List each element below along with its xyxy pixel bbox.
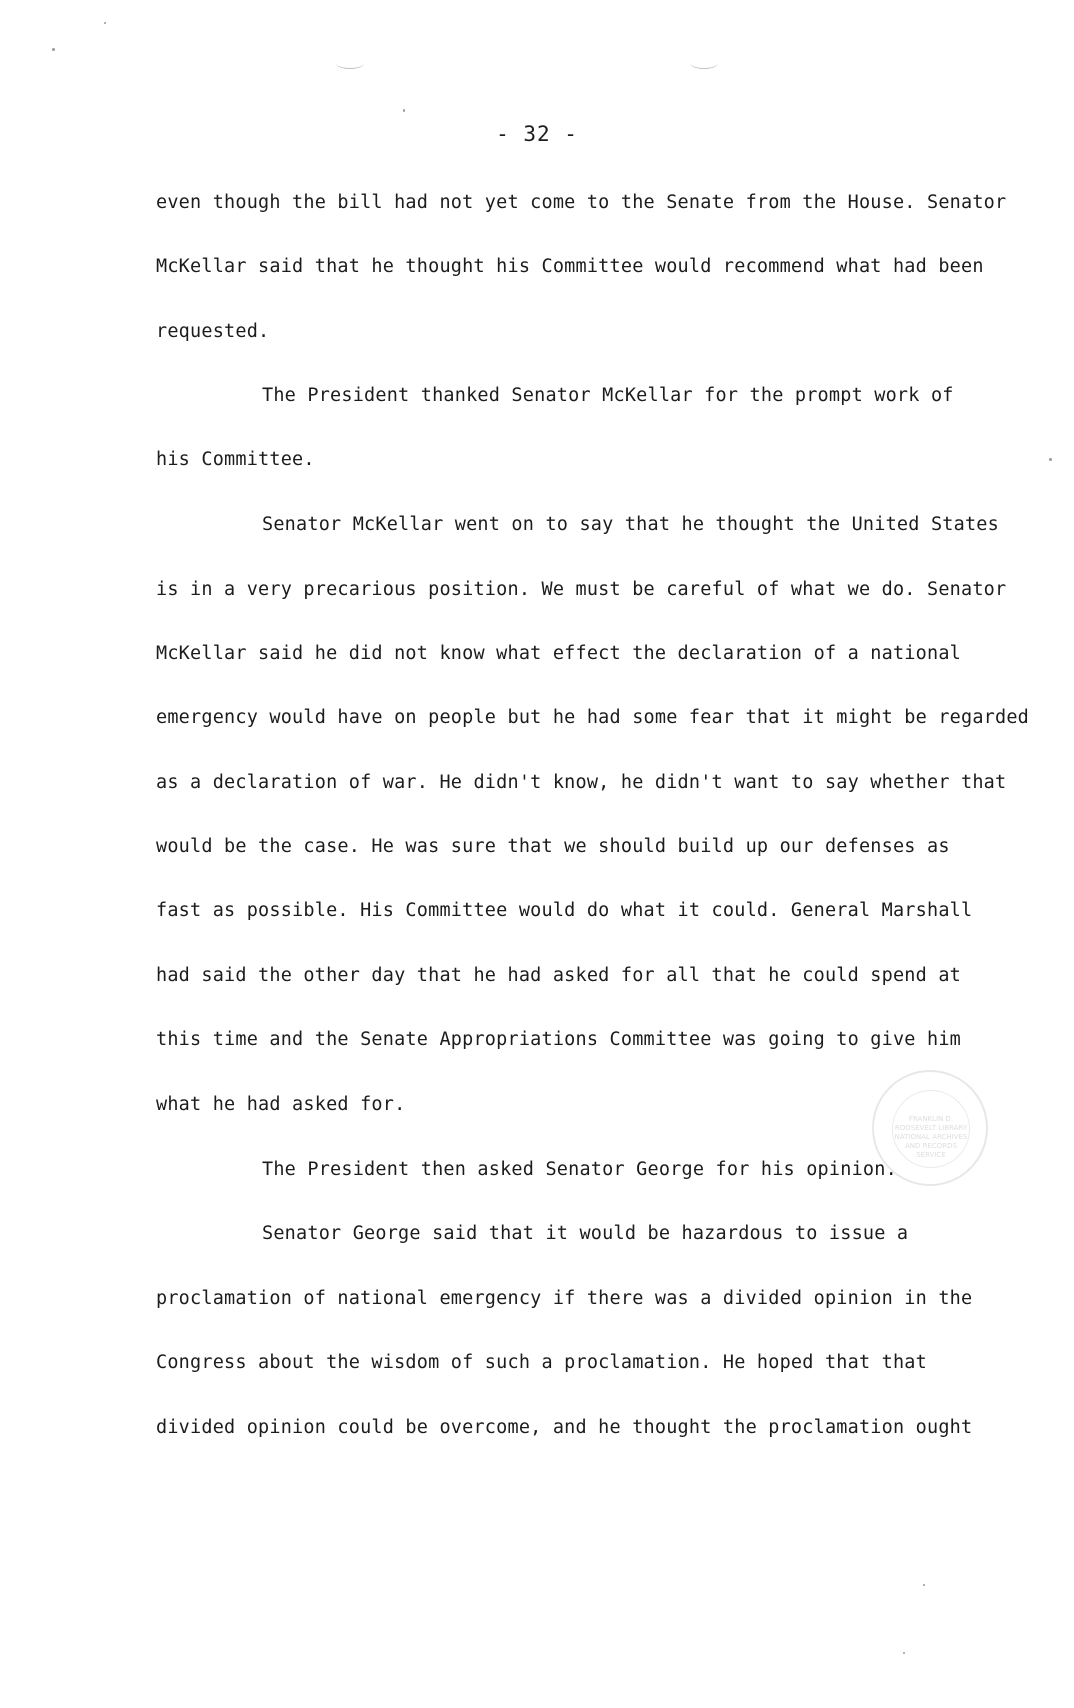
scan-speck	[923, 1584, 925, 1586]
text-line: would be the case. He was sure that we should build up our defenses as	[156, 836, 950, 857]
text-line: Congress about the wisdom of such a proclamation. He hoped that that	[156, 1352, 927, 1373]
text-line: his Committee.	[156, 449, 315, 470]
text-line: proclamation of national emergency if there was a divided opinion in the	[156, 1288, 973, 1309]
text-line: even though the bill had not yet come to the Senate from the House. Senator	[156, 192, 1007, 213]
text-line: The President then asked Senator George for his opinion.	[262, 1159, 897, 1180]
text-line: Senator George said that it would be hazardous to issue a	[262, 1223, 909, 1244]
scan-speck	[403, 109, 405, 112]
text-line: McKellar said that he thought his Committee would recommend what had been	[156, 256, 984, 277]
text-line: McKellar said he did not know what effect the declaration of a national	[156, 643, 961, 664]
text-line: as a declaration of war. He didn't know, he didn't want to say whether that	[156, 772, 1007, 793]
text-line: divided opinion could be overcome, and he thought the proclamation ought	[156, 1417, 973, 1438]
text-line: Senator McKellar went on to say that he thought the United States	[262, 514, 999, 535]
stamp-inner-ring	[892, 1090, 970, 1168]
text-line: The President thanked Senator McKellar for the prompt work of	[262, 385, 954, 406]
text-line: requested.	[156, 321, 270, 342]
scan-speck	[104, 22, 106, 24]
text-line: what he had asked for.	[156, 1094, 406, 1115]
text-line: had said the other day that he had asked for all that he could spend at	[156, 965, 961, 986]
scan-speck	[52, 48, 55, 51]
library-stamp	[872, 1070, 988, 1186]
text-line: this time and the Senate Appropriations Committee was going to give him	[156, 1029, 961, 1050]
stamp-text: FRANKLIN D. ROOSEVELT LIBRARY NATIONAL ARCHIVES AND RECORDS SERVICE	[894, 1115, 968, 1159]
text-line: is in a very precarious position. We must be careful of what we do. Senator	[156, 579, 1007, 600]
page-scan-mark	[690, 58, 718, 69]
text-line: emergency would have on people but he had some fear that it might be regarded	[156, 707, 1030, 728]
scan-speck	[1049, 458, 1052, 461]
page-scan-mark	[336, 58, 364, 69]
page-number: - 32 -	[496, 122, 578, 146]
text-line: fast as possible. His Committee would do what it could. General Marshall	[156, 900, 973, 921]
scan-speck	[903, 1652, 905, 1654]
